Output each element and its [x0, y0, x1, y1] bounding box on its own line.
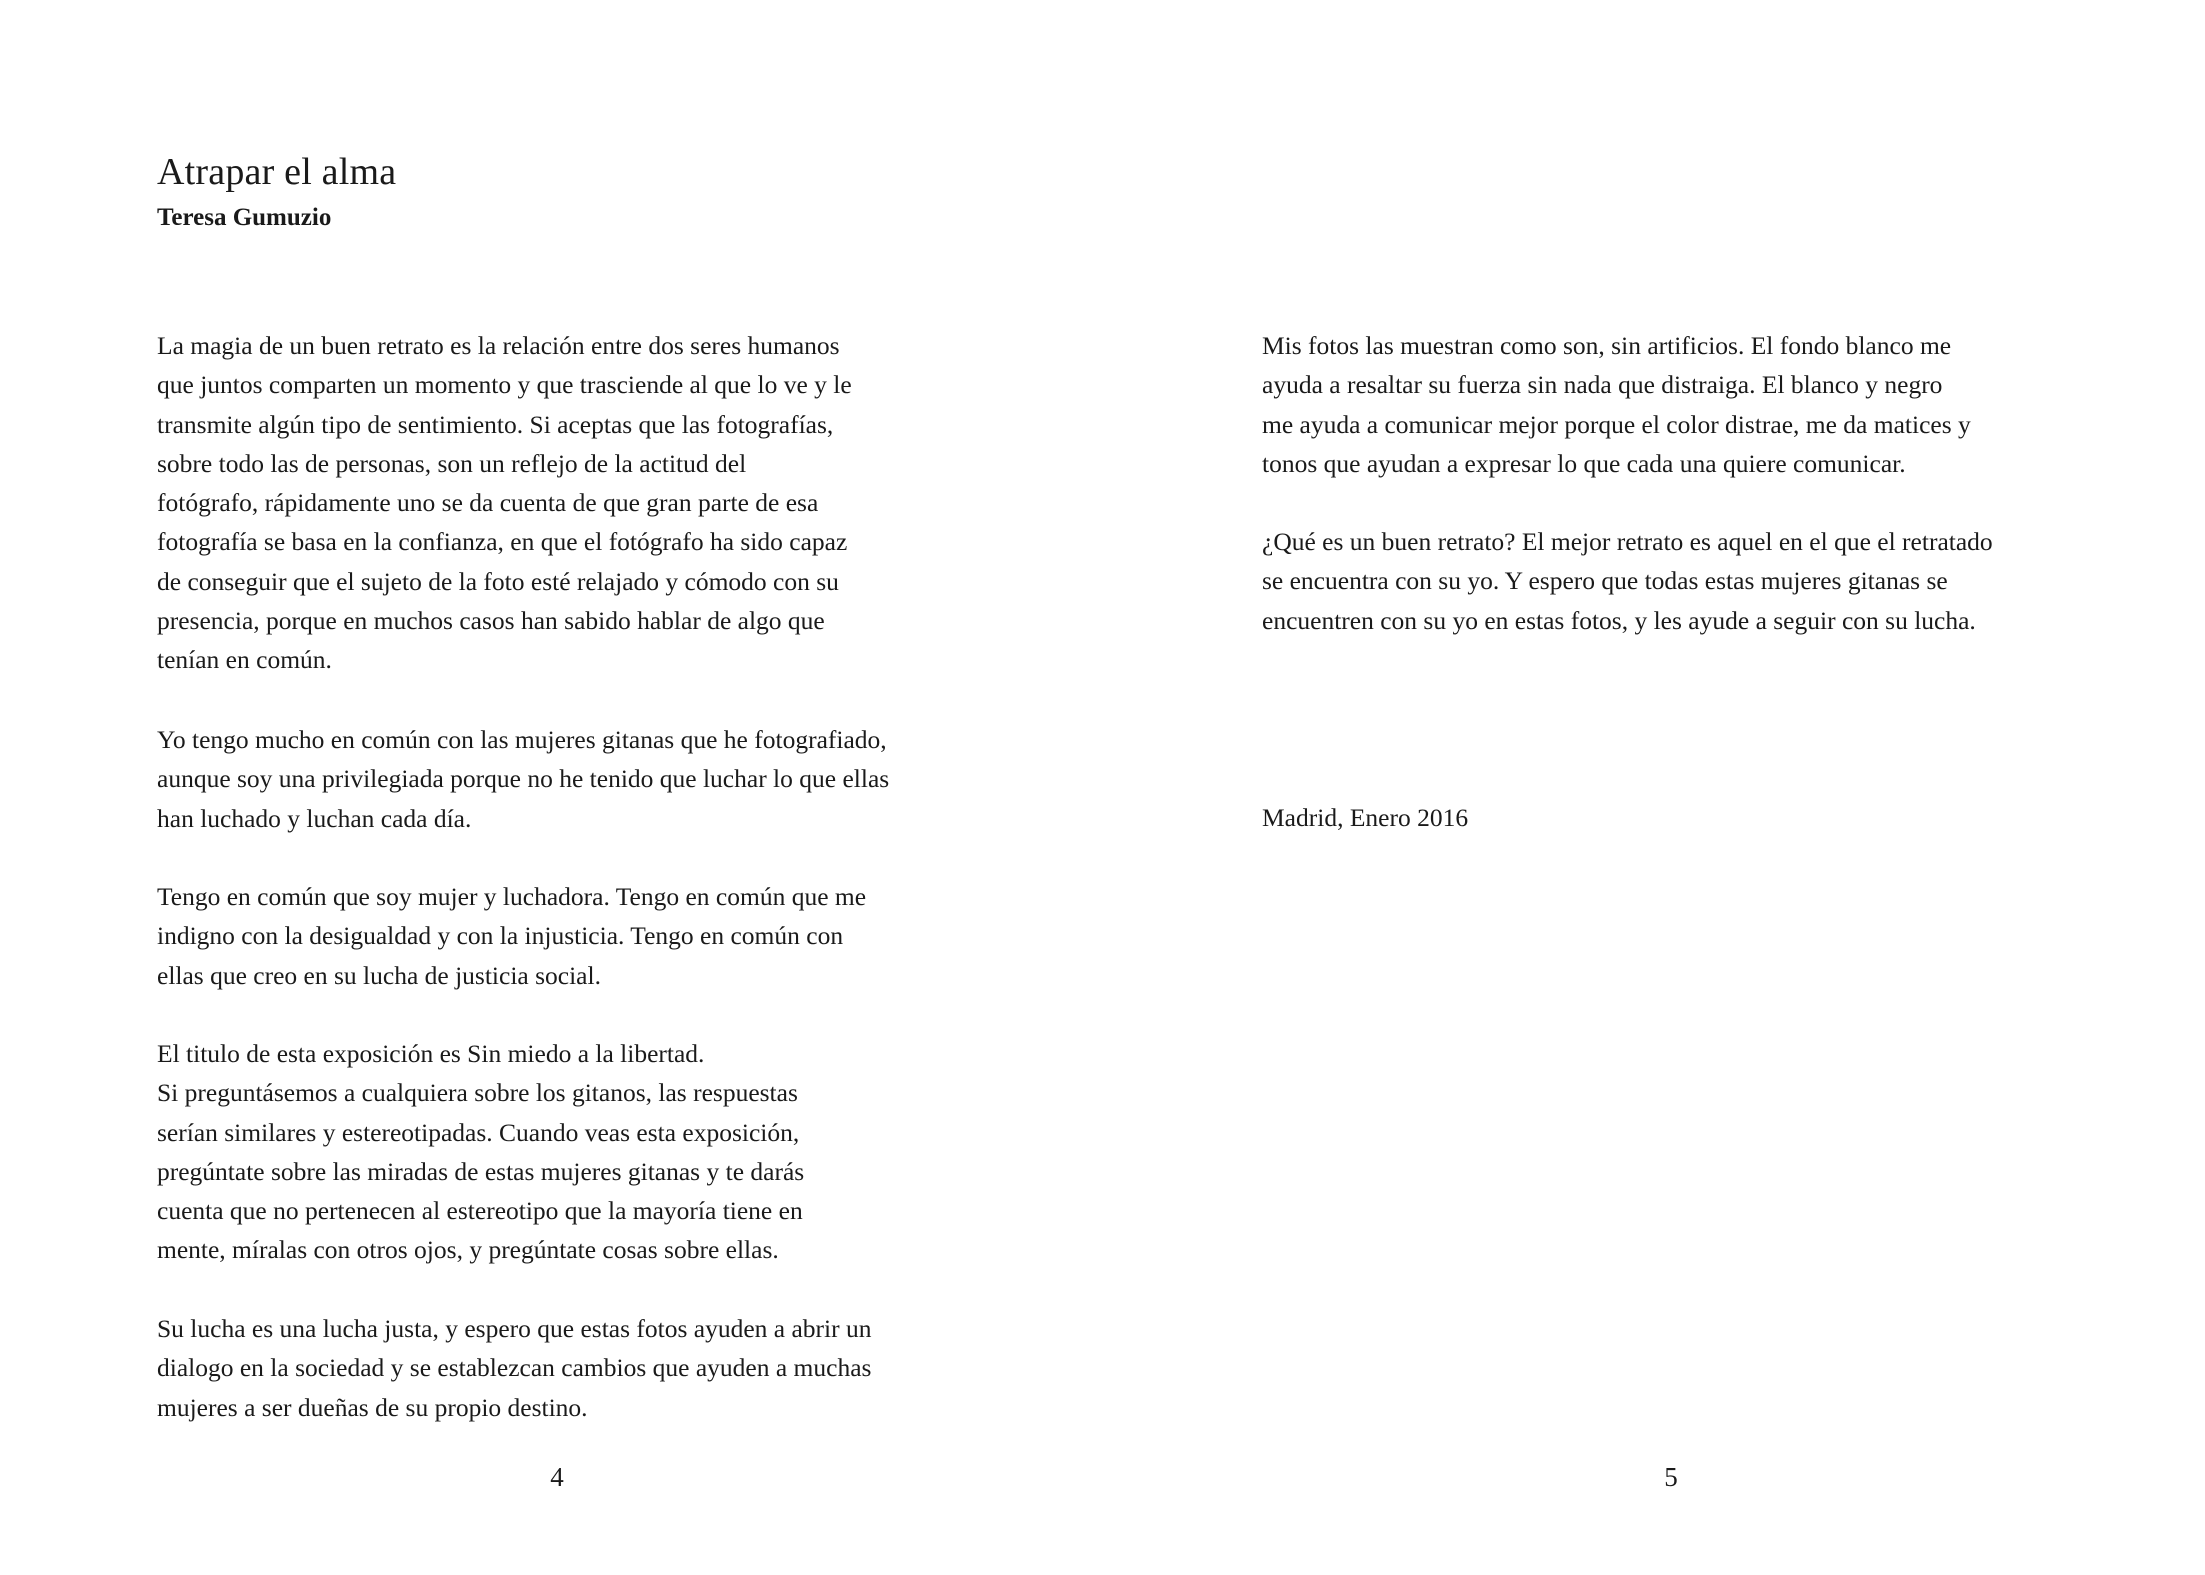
text-line: pregúntate sobre las miradas de estas mujeres gitanas y te darás [157, 1156, 805, 1186]
text-line: ellas que creo en su lucha de justicia social. [157, 960, 601, 990]
text-line: tonos que ayudan a expresar lo que cada una quiere comunicar. [1262, 448, 1906, 478]
text-line: Su lucha es una lucha justa, y espero que estas fotos ayuden a abrir un [157, 1314, 872, 1343]
text-line: cuenta que no pertenecen al estereotipo que la mayoría tiene en [157, 1196, 803, 1226]
text-line: encuentren con su yo en estas fotos, y les ayude a seguir con su lucha. [1262, 605, 1976, 635]
text-line: mente, míralas con otros ojos, y pregúntate cosas sobre ellas. [157, 1235, 779, 1265]
text-line: sobre todo las de personas, son un reflejo de la actitud del [157, 448, 747, 478]
signature [1262, 798, 1468, 837]
text-line: Tengo en común que soy mujer y luchadora. Tengo en común que me [157, 882, 867, 911]
text-line: La magia de un buen retrato es la relación entre dos seres humanos [157, 331, 840, 360]
text-line: han luchado y luchan cada día. [157, 803, 472, 833]
text-line: tenían en común. [157, 645, 332, 675]
text-line: que juntos comparten un momento y que trasciende al que lo ve y le [157, 370, 852, 400]
left-page [0, 0, 1102, 1575]
paragraph-5 [157, 1309, 872, 1427]
paragraph-4 [157, 1034, 804, 1270]
place-date: Madrid, Enero 2016 [1262, 803, 1469, 832]
text-line: dialogo en la sociedad y se establezcan cambios que ayuden a muchas [157, 1353, 872, 1383]
paragraph-3 [157, 877, 866, 995]
article-title: Atrapar el alma [157, 151, 397, 193]
text-line: mujeres a ser dueñas de su propio destino. [157, 1392, 588, 1422]
text-line: aunque soy una privilegiada porque no he tenido que luchar lo que ellas [157, 764, 890, 794]
text-line: me ayuda a comunicar mejor porque el color distrae, me da matices y [1262, 409, 1971, 439]
text-line: transmite algún tipo de sentimiento. Si aceptas que las fotografías, [157, 409, 834, 439]
text-line: de conseguir que el sujeto de la foto esté relajado y cómodo con su [157, 566, 839, 596]
text-line: fotografía se basa en la confianza, en que el fotógrafo ha sido capaz [157, 527, 848, 557]
paragraph-2 [1262, 522, 1993, 640]
paragraph-2 [157, 720, 889, 838]
text-line: indigno con la desigualdad y con la injusticia. Tengo en común con [157, 921, 844, 951]
paragraph-1 [157, 326, 852, 680]
text-line: Si preguntásemos a cualquiera sobre los gitanos, las respuestas [157, 1078, 798, 1108]
text-line: fotógrafo, rápidamente uno se da cuenta de que gran parte de esa [157, 488, 819, 518]
author-name: Teresa Gumuzio [157, 204, 332, 231]
text-line: Yo tengo mucho en común con las mujeres gitanas que he fotografiado, [157, 725, 887, 754]
page-number-right: 5 [1664, 1462, 1678, 1492]
text-line: serían similares y estereotipadas. Cuando veas esta exposición, [157, 1117, 800, 1147]
paragraph-1 [1262, 326, 1971, 483]
right-page [1102, 0, 2205, 1575]
text-line: presencia, porque en muchos casos han sabido hablar de algo que [157, 606, 825, 636]
text-line: ayuda a resaltar su fuerza sin nada que distraiga. El blanco y negro [1262, 370, 1943, 400]
text-line: se encuentra con su yo. Y espero que todas estas mujeres gitanas se [1262, 566, 1948, 596]
page-number-left: 4 [550, 1462, 564, 1492]
text-line: Mis fotos las muestran como son, sin artificios. El fondo blanco me [1262, 331, 1952, 360]
text-line: El titulo de esta exposición es Sin miedo a la libertad. [157, 1039, 705, 1068]
text-line: ¿Qué es un buen retrato? El mejor retrato es aquel en el que el retratado [1262, 527, 1993, 556]
